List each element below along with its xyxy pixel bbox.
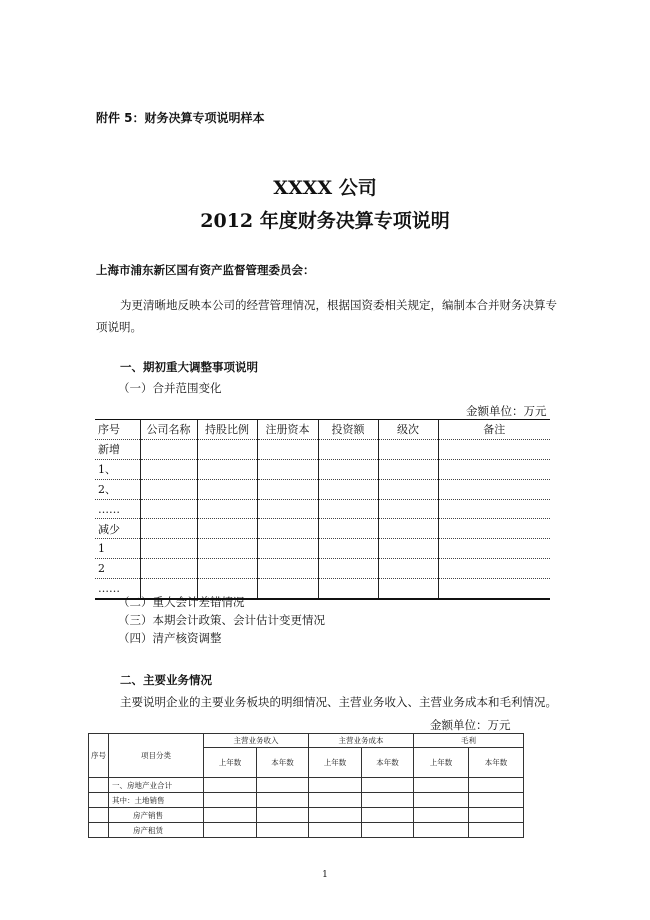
table-header-row (95, 420, 550, 440)
section1-sub1: （一）合并范围变化 (118, 381, 222, 395)
header-cell: 公司名称 (140, 420, 197, 440)
header-cell: 备注 (438, 420, 550, 440)
table-row (95, 439, 550, 459)
table-row (89, 823, 524, 838)
page-number: 1 (322, 870, 328, 880)
table-row (95, 499, 550, 519)
row-label: 减少 (95, 519, 140, 539)
section2-heading: 二、主要业务情况 (120, 673, 212, 687)
subcol-header: 上年数 (414, 748, 469, 778)
intro-paragraph: 为更清晰地反映本公司的经营管理情况，根据国资委相关规定，编制本合并财务决算专项说明。 (96, 298, 557, 334)
table-row (95, 479, 550, 499)
section2-unit: 金额单位：万元 (430, 718, 511, 732)
section1-sub3: （三）本期会计政策、会计估计变更情况 (118, 613, 325, 627)
table-row (95, 519, 550, 539)
section1-unit: 金额单位：万元 (466, 404, 547, 418)
category-header: 项目分类 (109, 734, 204, 778)
row-label: 1 (95, 539, 140, 559)
table-row (95, 459, 550, 479)
table-row (89, 778, 524, 793)
seq-header: 序号 (89, 734, 109, 778)
header-cell: 持股比例 (197, 420, 257, 440)
table-row (95, 559, 550, 579)
table-row (89, 808, 524, 823)
group-header: 主营业务成本 (309, 734, 414, 748)
header-cell: 级次 (378, 420, 438, 440)
subcol-header: 本年数 (469, 748, 524, 778)
subcol-header: 上年数 (309, 748, 362, 778)
subcol-header: 本年数 (362, 748, 414, 778)
subcol-header: 上年数 (204, 748, 257, 778)
attachment-title: 附件 5：财务决算专项说明样本 (96, 111, 265, 125)
business-table (88, 733, 524, 838)
table-header-row (89, 734, 524, 748)
row-label: …… (95, 499, 140, 519)
group-header: 主营业务收入 (204, 734, 309, 748)
category-cell: 其中：土地销售 (109, 793, 204, 808)
table-row (89, 793, 524, 808)
category-cell: 房产销售 (109, 808, 204, 823)
scope-change-table (95, 419, 550, 600)
report-title: 2012 年度财务决算专项说明 (200, 210, 450, 232)
row-label: 2、 (95, 479, 140, 499)
header-cell: 注册资本 (257, 420, 318, 440)
header-cell: 投资额 (318, 420, 378, 440)
row-label: 新增 (95, 439, 140, 459)
row-label: 2 (95, 559, 140, 579)
section2-description: 主要说明企业的主要业务板块的明细情况、主营业务收入、主营业务成本和毛利情况。 (120, 695, 557, 709)
row-label: …… (95, 579, 140, 599)
addressee: 上海市浦东新区国有资产监督管理委员会： (96, 263, 315, 277)
row-label: 1、 (95, 459, 140, 479)
company-title: XXXX 公司 (273, 177, 377, 199)
group-header: 毛利 (414, 734, 524, 748)
table-row (95, 539, 550, 559)
category-cell: 一、房地产业合计 (109, 778, 204, 793)
section1-sub2: （二）重大会计差错情况 (118, 595, 245, 609)
subcol-header: 本年数 (257, 748, 309, 778)
section1-sub4: （四）清产核资调整 (118, 631, 222, 645)
category-cell: 房产租赁 (109, 823, 204, 838)
section1-heading: 一、期初重大调整事项说明 (120, 360, 258, 374)
header-cell: 序号 (95, 420, 140, 440)
